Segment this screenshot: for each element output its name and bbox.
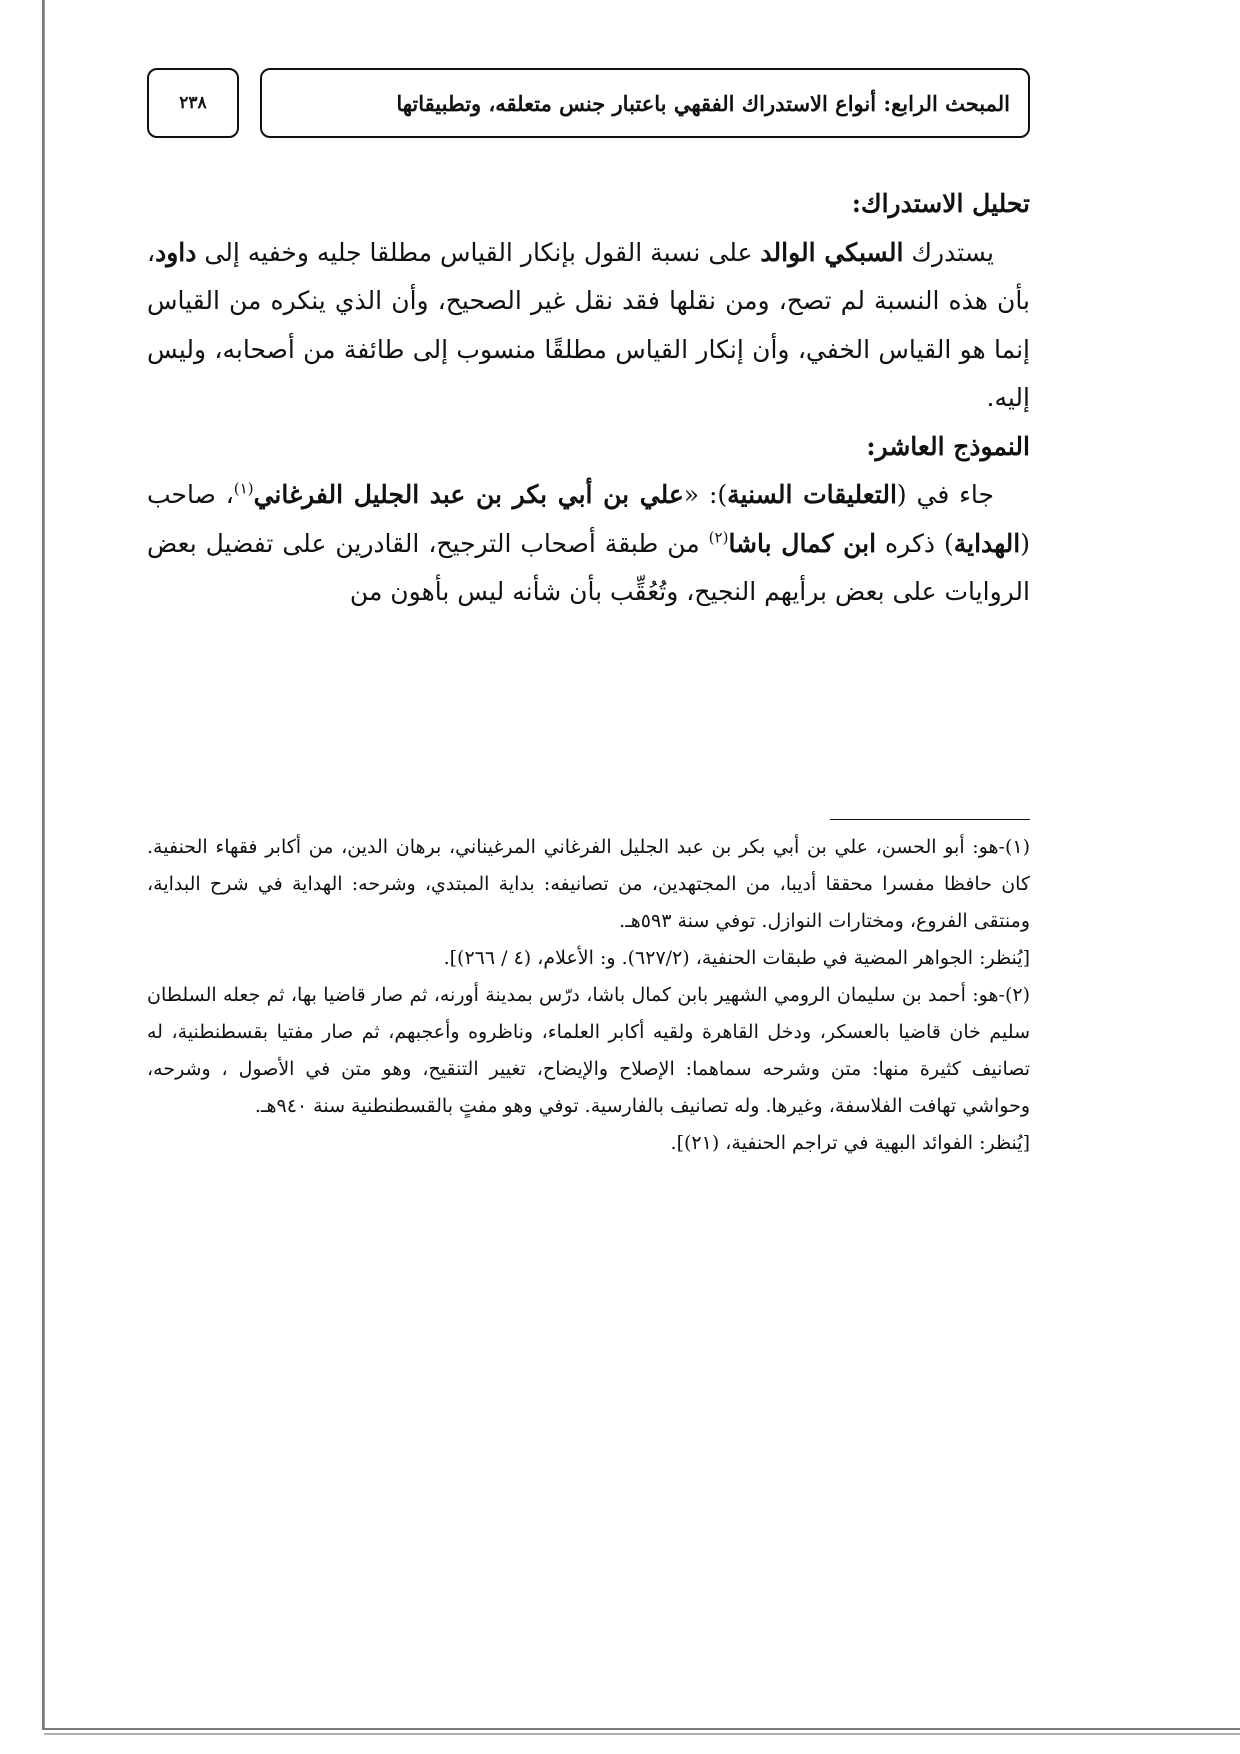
book-title-taliqat: التعليقات السنية bbox=[727, 480, 897, 509]
paragraph-analysis bbox=[147, 229, 1030, 423]
footnote-marker-2[interactable]: (٢) bbox=[708, 528, 729, 547]
person-name-dawud: داود bbox=[155, 237, 197, 267]
running-header-title: المبحث الرابع: أنواع الاستدراك الفقهي باعتبار جنس متعلقه، وتطبيقاتها bbox=[396, 90, 1010, 116]
book-title-hidaya: الهداية bbox=[953, 528, 1021, 558]
footnotes bbox=[147, 829, 1030, 1162]
person-name-kamal-pasha: ابن كمال باشا bbox=[728, 528, 877, 558]
page-bottom-edge-shadow bbox=[44, 1733, 1240, 1735]
page-left-edge bbox=[42, 0, 45, 1728]
footnote-separator bbox=[830, 819, 1030, 820]
footnote-marker-1[interactable]: (١) bbox=[233, 479, 254, 498]
page-number: ٢٣٨ bbox=[147, 68, 239, 138]
paragraph-model-ten bbox=[147, 471, 1030, 617]
text-run: ، بأن هذه النسبة لم تصح، ومن نقلها فقد نقل غير الصحيح، وأن الذي ينكره من القياس إنما هو القياس الخفي، وأن إنكار القياس مطلقًا منسوب إلى طائفة من أصحابه، وليس إليه. bbox=[147, 237, 1030, 412]
footnote-2: (٢)-هو: أحمد بن سليمان الرومي الشهير بابن كمال باشا، درّس بمدينة أورنه، ثم صار قاضيا بها، ثم جعله السلطان سليم خان قاضيا بالعسكر، ودخل القاهرة ولقيه أكابر العلماء، وناظروه وأعجبهم، ثم صار مفتيا بقسطنطنية، له تصانيف كثيرة منها: متن وشرحه سماهما: الإصلاح والإيضاح، تغيير التنقيح، وهو متن في الأصول ، وشرحه، وحواشي تهافت الفلاسفة، وغيرها. وله تصانيف بالفارسية. توفي وهو مفتٍ بالقسطنطنية سنة ٩٤٠هـ. bbox=[147, 984, 1030, 1117]
section-heading-analysis: تحليل الاستدراك: bbox=[851, 189, 1030, 218]
footnote-1-reference: [يُنظر: الجواهر المضية في طبقات الحنفية، (٦٢٧/٢). و: الأعلام، (٤ / ٢٦٦)]. bbox=[443, 947, 1030, 969]
running-header bbox=[260, 68, 1030, 138]
text-run: ) ذكره bbox=[876, 528, 954, 558]
person-name-farghani: علي بن أبي بكر بن عبد الجليل الفرغاني bbox=[253, 480, 684, 509]
footnote-2-reference: [يُنظر: الفوائد البهية في تراجم الحنفية، (٢١)]. bbox=[670, 1132, 1030, 1154]
footnote-1: (١)-هو: أبو الحسن، علي بن أبي بكر بن عبد الجليل الفرغاني المرغيناني، برهان الدين، من أكابر فقهاء الحنفية. كان حافظا مفسرا محققا أديبا، من المجتهدين، من تصانيفه: بداية المبتدي، وشرحه: الهداية في شرح البداية، ومنتقى الفروع، ومختارات النوازل. توفي سنة ٥٩٣هـ. bbox=[147, 836, 1030, 932]
main-text bbox=[147, 180, 1030, 617]
text-run: جاء في ( bbox=[896, 480, 995, 509]
text-run: من طبقة أصحاب الترجيح، القادرين على تفضيل بعض الروايات على بعض برأيهم النجيح، وتُعُقِّب بأن شأنه ليس بأهون من bbox=[147, 528, 1030, 606]
text-run: على نسبة القول بإنكار القياس مطلقا جليه وخفيه إلى bbox=[196, 237, 761, 267]
section-heading-model-ten: النموذج العاشر: bbox=[866, 431, 1030, 461]
text-run: ): « bbox=[683, 480, 728, 509]
page-bottom-edge bbox=[42, 1728, 1240, 1730]
text-run: ، صاحب ( bbox=[147, 480, 1030, 558]
text-run: يستدرك bbox=[903, 237, 994, 267]
person-name-subki: السبكي الوالد bbox=[760, 237, 904, 267]
